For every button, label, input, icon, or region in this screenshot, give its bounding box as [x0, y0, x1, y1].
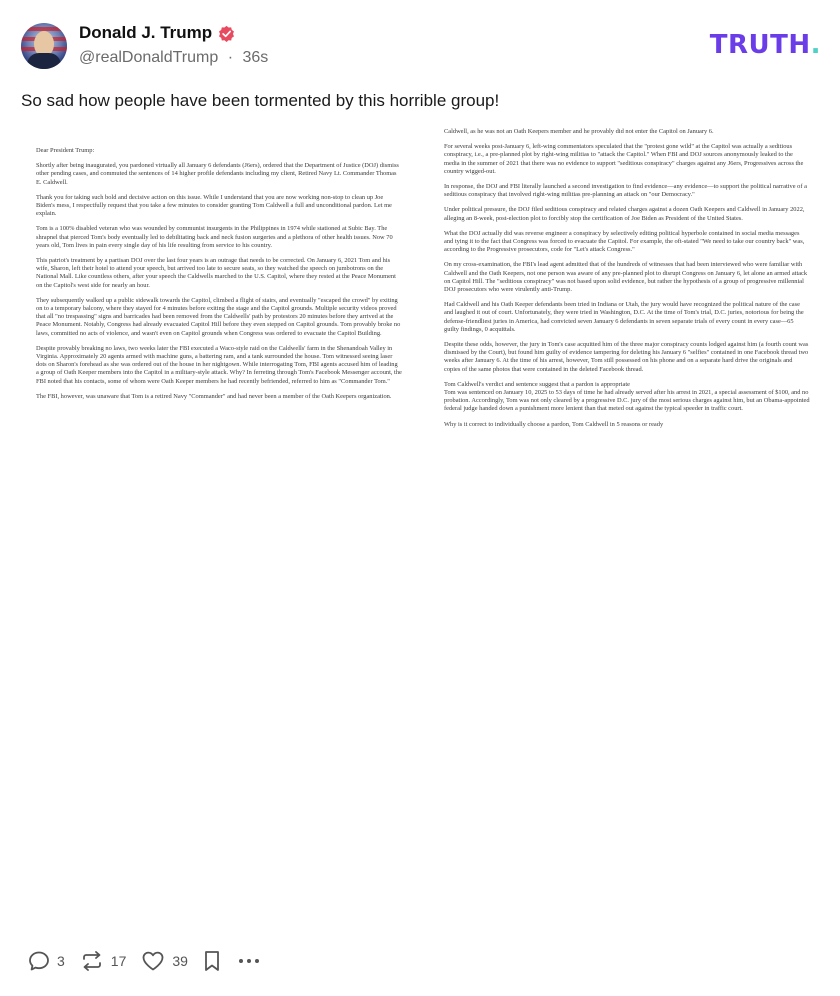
meta-separator: · [227, 49, 234, 66]
speech-bubble-icon [27, 949, 51, 973]
author-handle[interactable]: @realDonaldTrump [79, 49, 219, 66]
document-paragraph: In response, the DOJ and FBI literally launched a second investigation to find evidence—any evidence—to support the political narrative of a seditious conspiracy that involved right-wing militias pre-planning an attack on "our Democracy." [444, 183, 807, 199]
document-paragraph: Caldwell, as he was not an Oath Keepers member and he provably did not enter the Capitol on January 6. [444, 128, 714, 135]
author-name-row [79, 23, 235, 43]
bookmark-icon [202, 949, 222, 973]
reply-button[interactable] [27, 949, 65, 973]
reply-count: 3 [57, 953, 65, 969]
verified-badge-icon [218, 25, 235, 42]
post-body-text: So sad how people have been tormented by this horrible group! [21, 91, 500, 110]
bookmark-button[interactable] [202, 949, 222, 973]
author-display-name[interactable]: Donald J. Trump [79, 23, 213, 42]
document-right-column [444, 128, 810, 436]
post-header [21, 22, 821, 72]
document-paragraph: Shortly after being inaugurated, you pardoned virtually all January 6 defendants (J6ers), ordered that the Department of Justice (DOJ) dismiss other pending cases, and commuted the sentences of 14 higher profile defendants including my client, Retired Navy Lt. Commander Thomas E. Caldwell. [36, 162, 399, 186]
repost-count: 17 [110, 953, 127, 969]
document-paragraph: This patriot's treatment by a partisan DOJ over the last four years is an outrage that needs to be corrected. On January 6, 2021 Tom and his wife, Sharon, left their hotel to attend your speech, but arrived too late to secure seats, so they watched the speech on jumbotrons on the National Mall. Like countless others, after your speech the Caldwells marched to the U.S. Capitol, where they rested at the Peace Monument on the Capitol's west side for nearly an hour. [36, 257, 396, 289]
like-button[interactable] [140, 949, 188, 973]
document-paragraph: What the DOJ actually did was reverse engineer a conspiracy by selectively editing political hyperbole contained in social media messages and tying it to the fact that Congress was forced to evacuate the Capitol. For example, the oft-stated "We need to take our country back" was, according to the Progressive prosecutors, code for "Let's attack Congress." [444, 229, 805, 254]
heart-icon [140, 949, 166, 973]
document-paragraph: Had Caldwell and his Oath Keeper defendants been tried in Indiana or Utah, the jury would have recognized the political nature of the case and laughed it out of court. Unfortunately, they were tried in Washington, D.C. At the time of Tom's trial, D.C. juries, notorious for being the defense-friendliest juries in America, had convicted seven January 6 defendants in seven separate trials of every count in every case—65 guilty findings, 0 acquittals. [444, 301, 804, 333]
document-paragraph: The FBI, however, was unaware that Tom is a retired Navy "Commander" and had never been a member of the Oath Keepers organization. [36, 392, 392, 400]
post-timestamp[interactable]: 36s [242, 49, 269, 66]
author-handle-row [79, 49, 268, 67]
document-paragraph: Tom is a 100% disabled veteran who was wounded by communist insurgents in the Philippines in 1974 while stationed at Subic Bay. The shrapnel that pierced Tom's body eventually led to debilitating back and neck fusion surgeries and a plethora of other health issues. Now 70 years old, Tom lives in pain every single day of his life resulting from service to his country. [36, 225, 393, 249]
document-left-column [36, 147, 402, 408]
document-paragraph: Despite these odds, however, the jury in Tom's case acquitted him of the three major conspiracy counts lodged against him (a fourth count was dismissed by the Court), but found him guilty of evidence tampering for deleting his January 6 "selfies" contained in one Facebook thread two weeks after January 6. At the time of his arrest, however, Tom still possessed on his phone and on a separate hard drive the originals and copies of the same photos that were contained in the deleted Facebook thread. [444, 341, 809, 373]
document-paragraph: Thank you for taking such bold and decisive action on this issue. While I understand that you are now working non-stop to clean up Joe Biden's mess, I respectfully request that you take a few minutes to consider granting Tom Caldwell a full and unconditional pardon. Let me explain. [36, 193, 392, 218]
post-media-image[interactable] [21, 125, 821, 530]
document-paragraph: They subsequently walked up a public sidewalk towards the Capitol, climbed a flight of stairs, and eventually "escaped the crowd" by exiting on to a temporary balcony, where they stayed for 4 minutes before exiting the stage and the Capitol grounds. Multiple security videos proved that all "no trespassing" signs and barricades had been removed from the Caldwells' path by protestors 20 minutes before they arrived at the Peace Monument. Notably, Congress had already evacuated Capitol Hill before they even stepped on Capitol grounds. Tom provably broke no laws, committed no acts of violence, and wasn't even on Capitol grounds when Congress was ordered to evacuate the Capitol Building. [36, 296, 401, 337]
logo-text: TRUTH [709, 30, 811, 60]
repost-button[interactable] [79, 949, 127, 973]
document-paragraph: For several weeks post-January 6, left-wing commentators speculated that the "protest gone wild" at the Capitol was actually a seditious conspiracy, i.e., a pre-planned plot by right-wing militias to "attack the Capitol." When FBI and DOJ sources anonymously leaked to the media in the summer of 2021 that there was no evidence to support "seditious conspiracy" charges against any J6ers, Progressives across the country wigged-out. [444, 143, 804, 175]
document-paragraph: Under political pressure, the DOJ filed seditious conspiracy and related charges against a dozen Oath Keepers and Caldwell in January 2022, alleging an 8-week, post-election plot to forcibly stop the certification of Joe Biden as President of the United States. [444, 206, 805, 222]
avatar[interactable] [21, 23, 67, 69]
document-paragraph: On my cross-examination, the FBI's lead agent admitted that of the hundreds of witnesses that had been interviewed who were familiar with Caldwell and the Oath Keepers, not one person was aware of any pre-planned plot to disrupt Congress on January 6, let alone an armed attack on Capitol Hill. The "seditious conspiracy" was not based upon solid evidence, but rather the hypothesis of a group of progressive millennial DOJ prosecutors who were virulently anti-Trump. [444, 261, 808, 294]
post-actions-bar [27, 948, 276, 974]
repost-arrows-icon [79, 949, 105, 973]
truth-social-logo[interactable] [710, 30, 821, 60]
document-paragraph: Why is it correct to individually choose a pardon, Tom Caldwell in 5 reasons or ready [444, 420, 664, 428]
document-paragraph: Tom Caldwell's verdict and sentence suggest that a pardon is appropriate Tom was sentenced on January 10, 2025 to 53 days of time he had already served after his arrest in 2021, a special assessment of $100, and no probation. Accordingly, Tom was not only cleared by a progressive D.C. jury of the most serious charges against him, but an Obama-appointed federal judge handed down a punishment more lenient than that meted out against the typical speeder in traffic court. [444, 380, 810, 413]
document-paragraph: Dear President Trump: [36, 147, 95, 154]
ellipsis-icon [236, 949, 262, 973]
logo-dot: . [810, 30, 821, 60]
like-count: 39 [172, 953, 188, 969]
document-paragraph: Despite provably breaking no laws, two weeks later the FBI executed a Waco-style raid on the Caldwells' farm in the Shenandoah Valley in Virginia. Approximately 20 agents armed with machine guns, a battering ram, and a tank surrounded the house. Tom witnessed seeing laser dots on Sharon's forehead as she was ordered out of the house in her nightgown. While interrogating Tom, FBI agents accused him of leading a group of Oath Keeper members into the Capitol in a military-style attack. Why? In ferreting through Tom's Facebook Messenger account, the FBI noted that his contacts, some of whom were Oath Keeper members he had recently befriended, referred to him as "Commander Tom." [36, 344, 402, 385]
more-options-button[interactable] [236, 949, 262, 973]
document-fade [444, 519, 810, 533]
